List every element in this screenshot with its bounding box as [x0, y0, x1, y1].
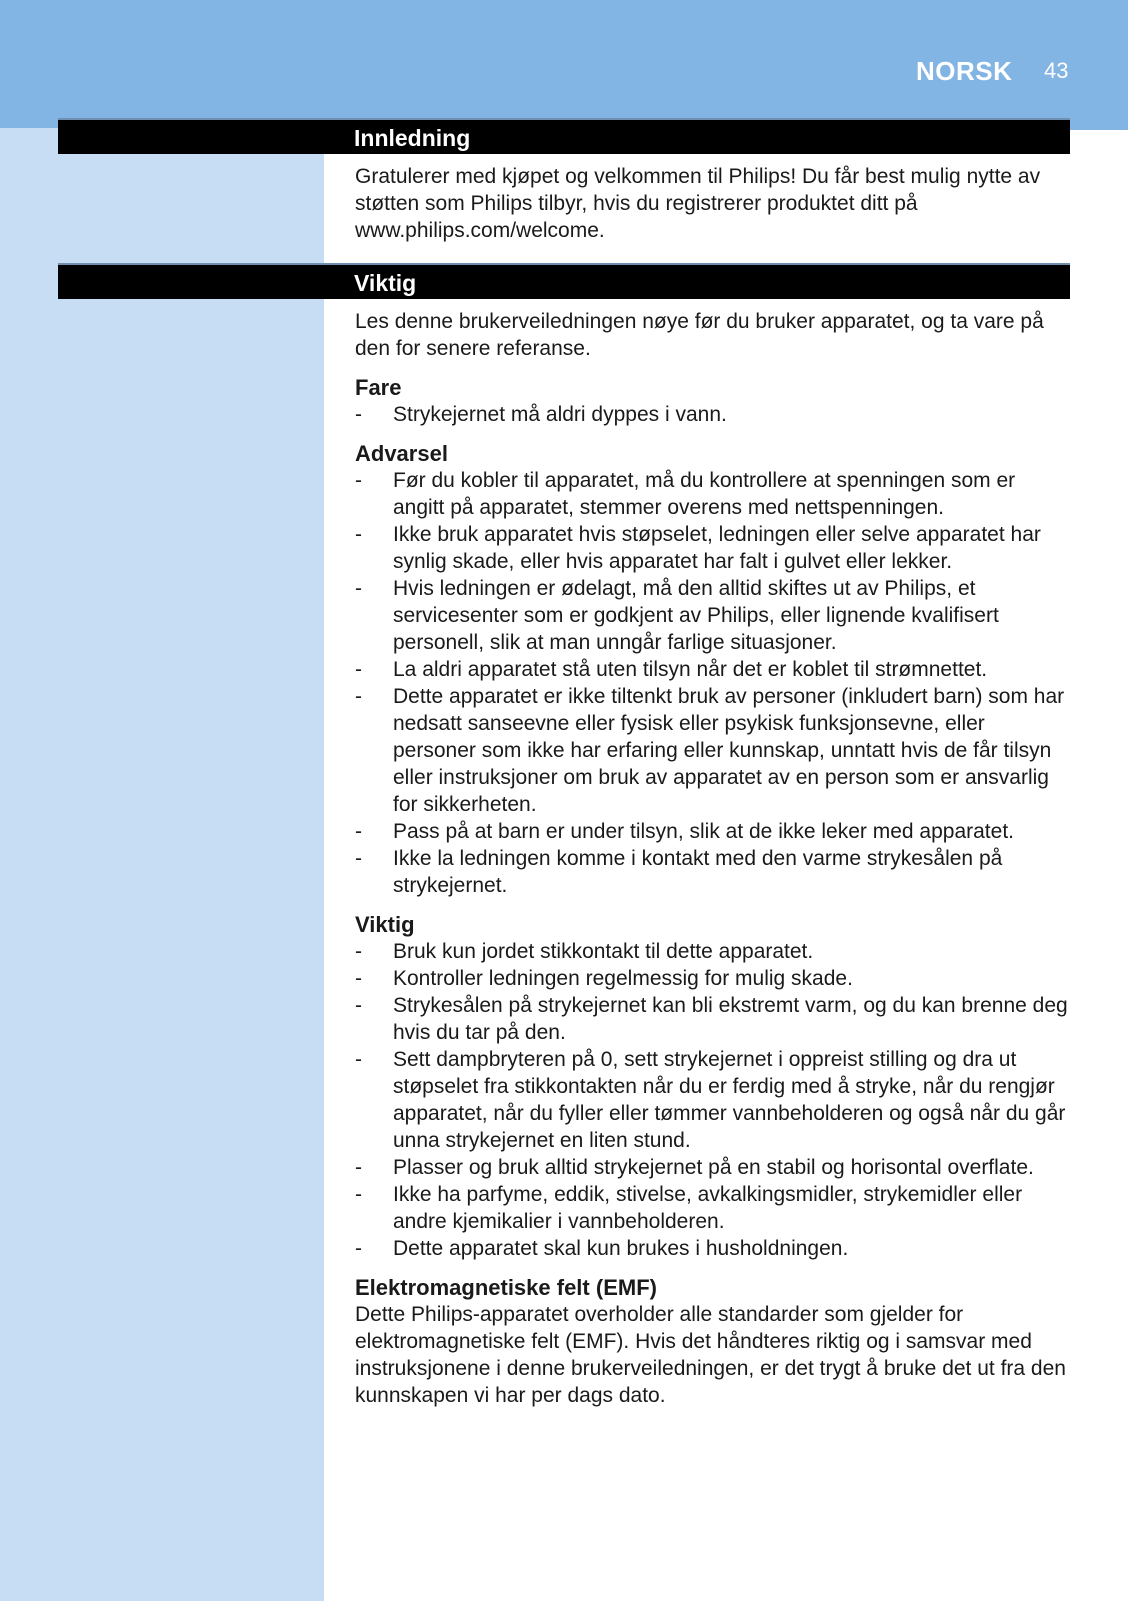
list-item: - Dette apparatet er ikke tiltenkt bruk av personer (inkludert barn) som har nedsatt sanseevne eller fysisk eller psykisk funksjonsevne, eller personer som ikke har erfaring eller kunnskap, unntatt hvis de får tilsyn eller instruksjoner om bruk av apparatet av en person som er ansvarlig for sikkerheten. [355, 683, 1070, 818]
list-item: - Ikke bruk apparatet hvis støpselet, ledningen eller selve apparatet har synlig skade, eller hvis apparatet har falt i gulvet eller lekker. [355, 521, 1070, 575]
section-body-viktig [355, 308, 1070, 1409]
list-item: - Strykejernet må aldri dyppes i vann. [355, 401, 1070, 428]
emf-heading: Elektromagnetiske felt (EMF) [355, 1275, 657, 1300]
intro-paragraph: Gratulerer med kjøpet og velkommen til Philips! Du får best mulig nytte av støtten som Philips tilbyr, hvis du registrerer produktet ditt på www.philips.com/welcome. [355, 165, 1041, 242]
viktig-intro: Les denne brukerveiledningen nøye før du bruker apparatet, og ta vare på den for senere referanse. [355, 310, 1044, 360]
section-bar-viktig [58, 263, 1070, 299]
advarsel-heading: Advarsel [355, 441, 448, 466]
list-item: - Bruk kun jordet stikkontakt til dette apparatet. [355, 938, 1070, 965]
emf-paragraph: Dette Philips-apparatet overholder alle standarder som gjelder for elektromagnetiske felt (EMF). Hvis det håndteres riktig og i samsvar med instruksjonene i denne brukerveiledningen, er det trygt å bruke det ut fra den kunnskapen vi har per dags dato. [355, 1303, 1066, 1407]
list-item: - Kontroller ledningen regelmessig for mulig skade. [355, 965, 1070, 992]
section-body-innledning [355, 163, 1070, 244]
viktig-list [355, 938, 1070, 1262]
fare-list [355, 401, 1070, 428]
list-item: - Strykesålen på strykejernet kan bli ekstremt varm, og du kan brenne deg hvis du tar på den. [355, 992, 1070, 1046]
sidebar-band [0, 128, 324, 1601]
list-item: - La aldri apparatet stå uten tilsyn når det er koblet til strømnettet. [355, 656, 1070, 683]
list-item: - Plasser og bruk alltid strykejernet på en stabil og horisontal overflate. [355, 1154, 1070, 1181]
advarsel-list [355, 467, 1070, 899]
list-item: - Sett dampbryteren på 0, sett strykejernet i oppreist stilling og dra ut støpselet fra stikkontakten når du er ferdig med å stryke, når du rengjør apparatet, når du fyller eller tømmer vannbeholderen og også når du går unna strykejernet en liten stund. [355, 1046, 1070, 1154]
list-item: - Hvis ledningen er ødelagt, må den alltid skiftes ut av Philips, et servicesenter som er godkjent av Philips, eller lignende kvalifisert personell, slik at man unngår farlige situasjoner. [355, 575, 1070, 656]
section-title: Innledning [354, 125, 471, 151]
page-number: 43 [1044, 58, 1069, 83]
section-title: Viktig [354, 270, 417, 296]
list-item: - Før du kobler til apparatet, må du kontrollere at spenningen som er angitt på apparatet, stemmer overens med nettspenningen. [355, 467, 1070, 521]
section-bar-innledning [58, 118, 1070, 154]
fare-heading: Fare [355, 375, 402, 400]
list-item: - Dette apparatet skal kun brukes i husholdningen. [355, 1235, 1070, 1262]
list-item: - Ikke ha parfyme, eddik, stivelse, avkalkingsmidler, strykemidler eller andre kjemikalier i vannbeholderen. [355, 1181, 1070, 1235]
viktig-subheading: Viktig [355, 912, 415, 937]
list-item: - Ikke la ledningen komme i kontakt med den varme strykesålen på strykejernet. [355, 845, 1070, 899]
list-item: - Pass på at barn er under tilsyn, slik at de ikke leker med apparatet. [355, 818, 1070, 845]
header-band-edge [1070, 120, 1128, 130]
language-label: NORSK [916, 56, 1013, 86]
